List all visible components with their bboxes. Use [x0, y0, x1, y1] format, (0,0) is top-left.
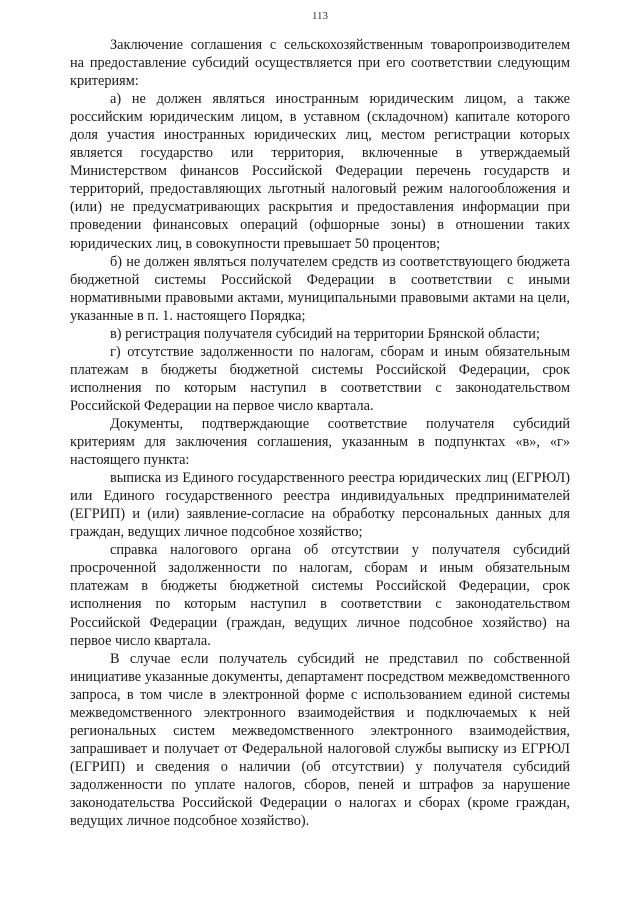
paragraph-document-extract: выписка из Единого государственного реестра юридических лиц (ЕГРЮЛ) или Единого государственного реестра индивидуальных предпринимателей (ЕГРИП) и (или) заявление-согласие на обработку персональных данных для граждан, ведущих личное подсобное хозяйство; — [70, 470, 570, 541]
paragraph-criterion-b: б) не должен являться получателем средств из соответствующего бюджета бюджетной системы Российской Федерации в соответствии с иными нормативными правовыми актами, муниципальными правовыми актами на цели, указанные в п. 1. настоящего Порядка; — [70, 253, 570, 324]
document-body — [70, 36, 570, 830]
paragraph-intro: Заключение соглашения с сельскохозяйственным товаропроизводителем на предоставление субсидий осуществляется при его соответствии следующим критериям: — [70, 37, 570, 90]
paragraph-criterion-a: а) не должен являться иностранным юридическим лицом, а также российским юридическим лицом, в уставном (складочном) капитале которого доля участия иностранных юридических лиц, местом регистрации которых является государство или территория, включенные в утверждаемый Министерством финансов Российской Федерации перечень государств и территорий, предоставляющих льготный налоговый режим налогообложения и (или) не предусматривающих раскрытия и предоставления информации при проведении финансовых операций (офшорные зоны) в отношении таких юридических лиц, в совокупности превышает 50 процентов; — [70, 91, 570, 252]
paragraph-interagency-request: В случае если получатель субсидий не представил по собственной инициативе указанные документы, департамент посредством межведомственного запроса, в том числе в электронной форме с использованием единой системы межведомственного электронного взаимодействия и подключаемых к ней региональных систем межведомственного электронного взаимодействия, запрашивает и получает от Федеральной налоговой службы выписку из ЕГРЮЛ (ЕГРИП) и сведения о наличии (об отсутствии) у получателя субсидий задолженности по уплате налогов, сборов, пеней и штрафов за нарушение законодательства Российской Федерации о налогах и сборах (кроме граждан, ведущих личное подсобное хозяйство). — [70, 650, 570, 830]
paragraph-criterion-v: в) регистрация получателя субсидий на территории Брянской области; — [110, 325, 540, 342]
paragraph-documents-intro: Документы, подтверждающие соответствие получателя субсидий критериям для заключения соглашения, указанным в подпунктах «в», «г» настоящего пункта: — [70, 415, 570, 469]
paragraph-document-certificate: справка налогового органа об отсутствии у получателя субсидий просроченной задолженности по налогам, сборам и иным обязательным платежам в бюджеты бюджетной системы Российской Федерации, срок исполнения по которым наступил в соответствии с законодательством Российской Федерации (граждан, ведущих личное подсобное хозяйство) на первое число квартала. — [70, 542, 570, 649]
page-number: 113 — [311, 10, 329, 22]
paragraph-criterion-g: г) отсутствие задолженности по налогам, сборам и иным обязательным платежам в бюджеты бюджетной системы Российской Федерации, срок исполнения по которым наступил в соответствии с законодательством Российской Федерации на первое число квартала. — [70, 343, 570, 414]
